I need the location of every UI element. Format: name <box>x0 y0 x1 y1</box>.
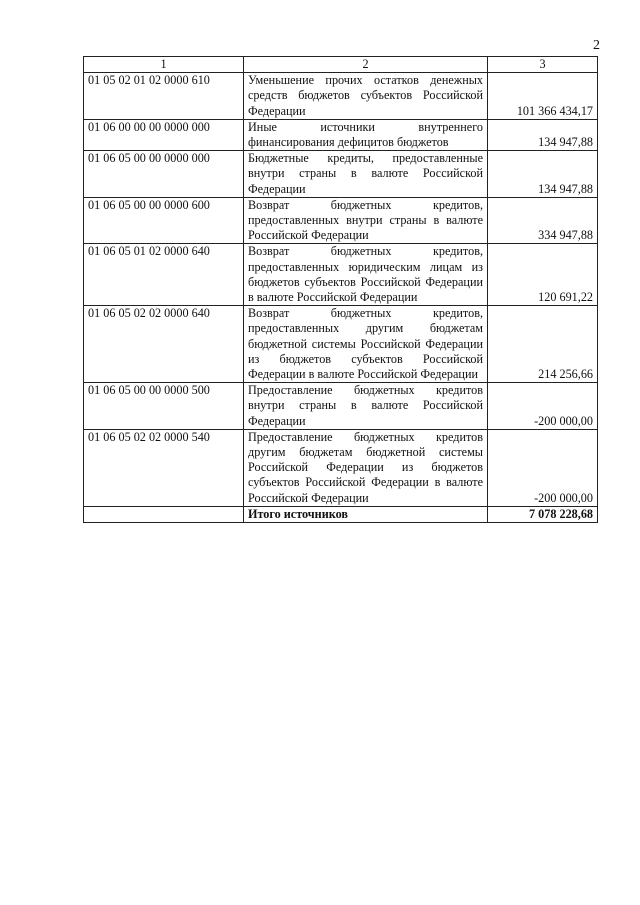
budget-sources-table <box>83 56 598 523</box>
row-code: 01 06 00 00 00 0000 000 <box>84 119 244 150</box>
table-row <box>84 197 598 244</box>
row-description: Бюджетные кредиты, предоставленные внутри страны в валюте Российской Федерации <box>244 151 488 198</box>
row-code: 01 06 05 02 02 0000 640 <box>84 306 244 383</box>
table-row <box>84 151 598 198</box>
table-header-row <box>84 57 598 73</box>
row-amount: 214 256,66 <box>488 306 598 383</box>
row-amount: 120 691,22 <box>488 244 598 306</box>
table-row <box>84 244 598 306</box>
row-amount: 101 366 434,17 <box>488 73 598 120</box>
total-label: Итого источников <box>244 506 488 522</box>
row-code: 01 06 05 00 00 0000 500 <box>84 383 244 430</box>
row-description: Иные источники внутреннего финансирования дефицитов бюджетов <box>244 119 488 150</box>
total-code <box>84 506 244 522</box>
table-row <box>84 429 598 506</box>
total-row <box>84 506 598 522</box>
total-amount: 7 078 228,68 <box>488 506 598 522</box>
column-header-1: 1 <box>84 57 244 73</box>
row-description: Предоставление бюджетных кредитов другим бюджетам бюджетной системы Российской Федерации из бюджетов субъектов Российской Федерации в валюте Российской Федерации <box>244 429 488 506</box>
row-code: 01 06 05 00 00 0000 600 <box>84 197 244 244</box>
table-row <box>84 73 598 120</box>
row-description: Возврат бюджетных кредитов, предоставленных внутри страны в валюте Российской Федерации <box>244 197 488 244</box>
table-row <box>84 306 598 383</box>
table-row <box>84 119 598 150</box>
page-number: 2 <box>593 38 600 53</box>
table-row <box>84 383 598 430</box>
row-code: 01 05 02 01 02 0000 610 <box>84 73 244 120</box>
row-code: 01 06 05 00 00 0000 000 <box>84 151 244 198</box>
row-amount: 134 947,88 <box>488 119 598 150</box>
row-amount: -200 000,00 <box>488 383 598 430</box>
row-description: Предоставление бюджетных кредитов внутри страны в валюте Российской Федерации <box>244 383 488 430</box>
row-description: Возврат бюджетных кредитов, предоставленных другим бюджетам бюджетной системы Российской Федерации из бюджетов субъектов Российской Федерации в валюте Российской Федерации <box>244 306 488 383</box>
row-code: 01 06 05 02 02 0000 540 <box>84 429 244 506</box>
row-description: Уменьшение прочих остатков денежных средств бюджетов субъектов Российской Федерации <box>244 73 488 120</box>
row-amount: 334 947,88 <box>488 197 598 244</box>
column-header-2: 2 <box>244 57 488 73</box>
row-amount: -200 000,00 <box>488 429 598 506</box>
column-header-3: 3 <box>488 57 598 73</box>
row-description: Возврат бюджетных кредитов, предоставленных юридическим лицам из бюджетов субъектов Российской Федерации в валюте Российской Федерации <box>244 244 488 306</box>
row-amount: 134 947,88 <box>488 151 598 198</box>
row-code: 01 06 05 01 02 0000 640 <box>84 244 244 306</box>
